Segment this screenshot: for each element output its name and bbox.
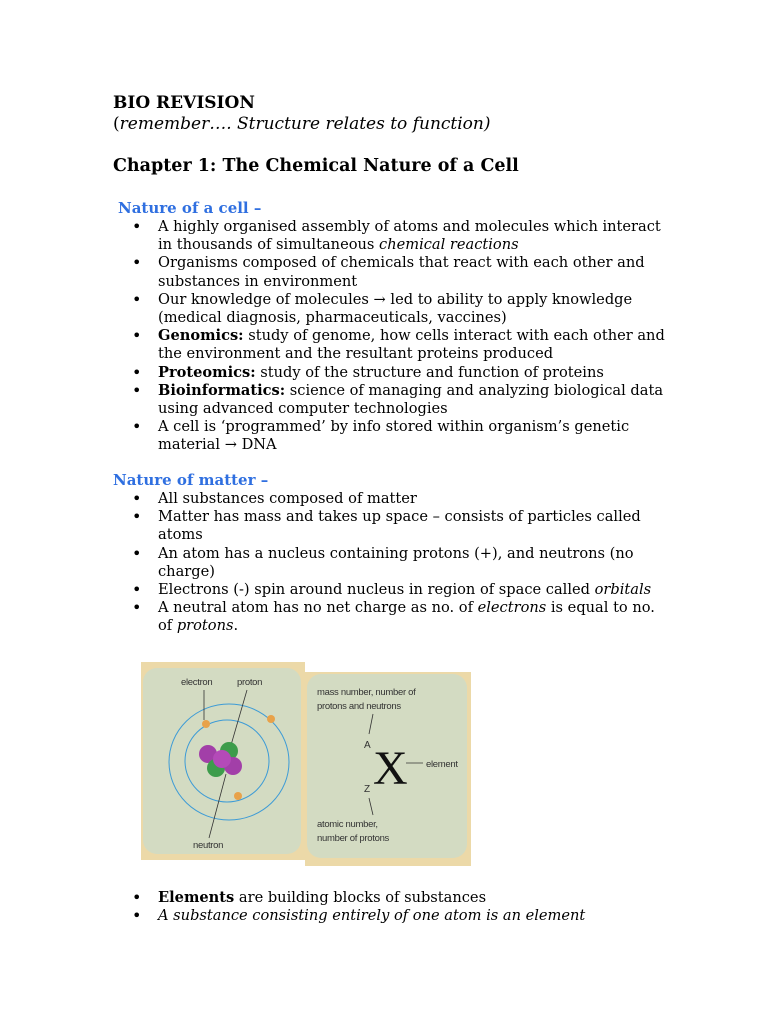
list-item bbox=[130, 545, 670, 581]
item-text: Organisms composed of chemicals that react with each other and substances in environment bbox=[158, 254, 645, 290]
atom-diagram bbox=[141, 662, 305, 860]
arrow-icon: → bbox=[373, 290, 386, 308]
element-symbol: X bbox=[373, 742, 408, 795]
item-text: Electrons (-) spin around nucleus in region of space called bbox=[158, 581, 595, 599]
list-item bbox=[130, 364, 670, 382]
proton bbox=[213, 750, 231, 768]
item-text: study of genome, how cells interact with each other and the environment and the resultant proteins produced bbox=[158, 327, 665, 363]
cell-section-heading: Nature of a cell – bbox=[118, 199, 262, 217]
item-text: All substances composed of matter bbox=[158, 490, 417, 507]
item-text: Matter has mass and takes up space – consists of particles called atoms bbox=[158, 508, 641, 544]
item-text: . bbox=[233, 617, 239, 635]
element-label: element bbox=[426, 759, 458, 770]
atomic-symbol: Z bbox=[364, 784, 371, 795]
item-text: A highly organised assembly of atoms and molecules which interact in thousands of simultaneous bbox=[158, 218, 661, 254]
item-label: Proteomics: bbox=[158, 363, 256, 381]
item-italic: electrons bbox=[477, 599, 547, 617]
mass-number-label-line2: protons and neutrons bbox=[317, 701, 401, 712]
elements-bullet-list bbox=[130, 889, 670, 925]
list-item bbox=[130, 382, 670, 418]
list-item bbox=[130, 907, 670, 925]
mass-number-label: mass number, number of bbox=[317, 687, 416, 698]
arrow-icon: → bbox=[224, 436, 237, 454]
item-label: Bioinformatics: bbox=[158, 381, 286, 399]
item-text: Our knowledge of molecules bbox=[158, 290, 374, 308]
neutron-label: neutron bbox=[193, 840, 224, 851]
item-text: A neutral atom has no net charge as no. of bbox=[158, 599, 478, 617]
item-text: study of the structure and function of proteins bbox=[255, 363, 604, 381]
electron bbox=[234, 792, 242, 800]
list-item bbox=[130, 490, 670, 508]
item-text: A cell is ‘programmed’ by info stored within organism’s genetic material bbox=[158, 418, 630, 454]
list-item bbox=[130, 254, 670, 290]
item-italic: chemical reactions bbox=[379, 236, 519, 254]
item-text: DNA bbox=[236, 436, 277, 454]
subtitle-text: remember…. Structure relates to function) bbox=[119, 114, 491, 134]
list-item bbox=[130, 889, 670, 907]
document-title: BIO REVISION bbox=[113, 93, 255, 113]
item-text: are building blocks of substances bbox=[234, 889, 487, 906]
list-item bbox=[130, 291, 670, 327]
proton-label: proton bbox=[237, 677, 263, 688]
item-text: is equal to no. of bbox=[158, 599, 655, 635]
atomic-number-label-line2: number of protons bbox=[317, 833, 389, 844]
subtitle-paren: ( bbox=[113, 114, 120, 134]
item-italic: orbitals bbox=[594, 581, 652, 599]
item-label: Genomics: bbox=[158, 327, 244, 345]
document-subtitle bbox=[113, 114, 491, 134]
list-item bbox=[130, 599, 670, 635]
item-italic: protons bbox=[176, 617, 234, 635]
matter-bullet-list bbox=[130, 490, 670, 636]
list-item bbox=[130, 508, 670, 544]
chapter-heading: Chapter 1: The Chemical Nature of a Cell bbox=[113, 156, 519, 176]
atomic-notation-diagram bbox=[305, 672, 471, 866]
electron bbox=[267, 715, 275, 723]
list-item bbox=[130, 581, 670, 599]
item-label: Elements bbox=[158, 889, 235, 906]
mass-symbol: A bbox=[364, 740, 371, 751]
electron-label: electron bbox=[181, 677, 213, 688]
atomic-number-label: atomic number, bbox=[317, 819, 378, 830]
list-item bbox=[130, 218, 670, 254]
item-text: science of managing and analyzing biological data using advanced computer technologies bbox=[158, 381, 664, 418]
item-text: led to ability to apply knowledge (medical diagnosis, pharmaceuticals, vaccines) bbox=[158, 290, 633, 327]
matter-section-heading: Nature of matter – bbox=[113, 471, 269, 489]
list-item bbox=[130, 418, 670, 454]
list-item bbox=[130, 327, 670, 363]
cell-bullet-list bbox=[130, 218, 670, 455]
electron bbox=[202, 720, 210, 728]
item-italic: A substance consisting entirely of one atom is an element bbox=[158, 907, 586, 925]
item-text: An atom has a nucleus containing protons (+), and neutrons (no charge) bbox=[158, 544, 634, 580]
